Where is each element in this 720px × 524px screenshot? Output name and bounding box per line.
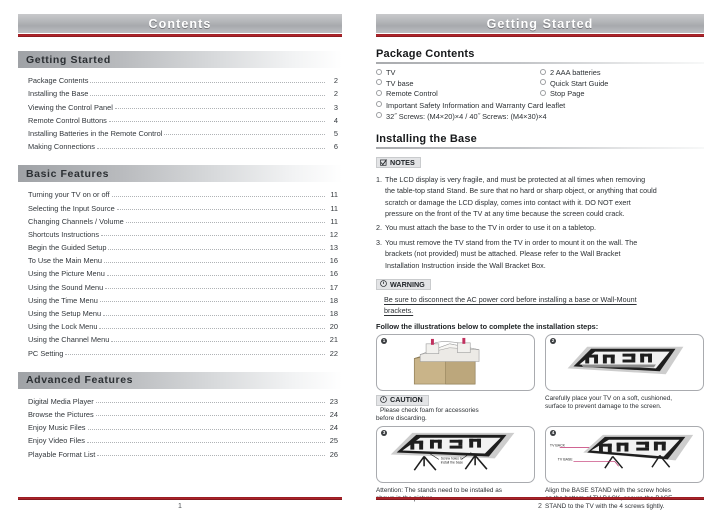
toc-dot-leader bbox=[103, 315, 325, 316]
package-item-label: TV bbox=[386, 68, 396, 77]
tv-back-aligned-with-base-stand-icon bbox=[546, 427, 703, 481]
banner-bar bbox=[18, 14, 342, 33]
step-number-badge: 3 bbox=[382, 429, 386, 435]
toc-entry-page: 16 bbox=[329, 269, 338, 279]
warning-badge bbox=[376, 279, 431, 290]
note-line: pressure on the front of the TV at any time because the screen could crack. bbox=[385, 209, 625, 218]
circle-bullet-icon bbox=[540, 69, 546, 75]
toc-entry[interactable] bbox=[18, 239, 342, 252]
toc-dot-leader bbox=[100, 301, 325, 302]
svg-text:install the base: install the base bbox=[440, 459, 463, 464]
toc-entry[interactable] bbox=[18, 213, 342, 226]
circle-bullet-icon bbox=[540, 90, 546, 96]
toc-entry-page: 12 bbox=[329, 229, 338, 239]
package-item-label: TV base bbox=[386, 78, 414, 88]
package-contents-column-right bbox=[540, 68, 704, 100]
notes-list bbox=[376, 174, 704, 271]
note-number: 3. bbox=[376, 237, 382, 247]
step-illustration-3 bbox=[376, 426, 535, 483]
toc-entry-label: Installing Batteries in the Remote Control bbox=[28, 128, 163, 138]
package-item bbox=[540, 68, 704, 79]
toc-entry-label: Using the Setup Menu bbox=[28, 309, 102, 318]
caption-line: Carefully place your TV on a soft, cushioned, bbox=[545, 394, 673, 402]
caption-line: surface to prevent damage to the screen. bbox=[545, 403, 662, 411]
toc-entry-page: 18 bbox=[329, 295, 338, 305]
note-item bbox=[376, 222, 704, 233]
toc-entry-label: Using the Channel Menu bbox=[28, 335, 110, 345]
toc-entry-label: Turning your TV on or off bbox=[28, 190, 110, 200]
caption-line: Please check foam for accessories bbox=[380, 406, 479, 414]
toc-entry-page: 2 bbox=[333, 76, 338, 86]
left-page-footer bbox=[18, 497, 342, 510]
caution-badge-label: CAUTION bbox=[390, 395, 423, 405]
circle-bullet-icon bbox=[376, 112, 382, 118]
toc-entry[interactable] bbox=[18, 331, 342, 344]
getting-started-banner bbox=[376, 14, 704, 37]
toc-entry[interactable] bbox=[18, 292, 342, 305]
warning-triangle-icon bbox=[380, 280, 387, 288]
toc-entry-label: Using the Lock Menu bbox=[28, 322, 98, 332]
toc-entry-page: 24 bbox=[329, 423, 338, 433]
note-line: scratch or damage the LCD display, comes into contact with it. DO NOT exert bbox=[385, 197, 631, 207]
page-number: 1 bbox=[178, 503, 182, 510]
note-item bbox=[376, 237, 704, 271]
note-line: You must attach the base to the TV in order to use it on a tabletop. bbox=[385, 223, 596, 233]
toc-entry-label: Making Connections bbox=[28, 142, 95, 152]
toc-entry[interactable] bbox=[18, 393, 342, 406]
note-number: 1. bbox=[376, 174, 382, 184]
note-item bbox=[376, 174, 704, 220]
toc-list-1 bbox=[18, 186, 342, 357]
toc-entry-label: To Use the Main Menu bbox=[28, 256, 102, 266]
toc-dot-leader bbox=[90, 82, 325, 83]
toc-dot-leader bbox=[99, 328, 325, 329]
package-item-label: 32˝ Screws: (M4×20)×4 / 40˝ Screws: (M4×30)×4 bbox=[386, 111, 547, 121]
package-item bbox=[376, 100, 704, 111]
step-illustration-4 bbox=[545, 426, 704, 483]
toc-dot-leader bbox=[164, 134, 325, 135]
warning-text bbox=[384, 294, 704, 317]
package-item-label: Stop Page bbox=[550, 89, 585, 99]
toc-section-title: Getting Started bbox=[26, 53, 111, 66]
step-caption-2 bbox=[545, 395, 704, 424]
toc-entry-page: 18 bbox=[329, 309, 338, 318]
toc-entry[interactable] bbox=[18, 305, 342, 318]
note-number: 2. bbox=[376, 223, 382, 233]
package-item-label: 2 AAA batteries bbox=[550, 68, 601, 77]
toc-entry-label: Remote Control Buttons bbox=[28, 115, 107, 125]
toc-entry-label: Changing Channels / Volume bbox=[28, 216, 124, 226]
banner-bar bbox=[376, 14, 704, 33]
toc-dot-leader bbox=[107, 275, 325, 276]
notes-badge bbox=[376, 157, 421, 168]
package-item-label: Remote Control bbox=[386, 89, 438, 99]
toc-dot-leader bbox=[104, 262, 325, 263]
toc-entry-label: Playable Format List bbox=[28, 449, 96, 459]
svg-text:TV BASE: TV BASE bbox=[557, 457, 573, 462]
caution-badge bbox=[376, 395, 429, 406]
note-text bbox=[385, 237, 704, 271]
toc-entry[interactable] bbox=[18, 419, 342, 432]
toc-entry-label: Shortcuts Instructions bbox=[28, 229, 100, 239]
note-text bbox=[385, 222, 704, 233]
right-page-footer bbox=[376, 497, 704, 510]
tv-in-carton-with-foam-icon bbox=[377, 335, 534, 389]
circle-bullet-icon bbox=[540, 79, 546, 85]
toc-entry[interactable] bbox=[18, 278, 342, 291]
notes-badge-label: NOTES bbox=[390, 158, 415, 168]
package-item-label: Important Safety Information and Warranty Card leaflet bbox=[386, 100, 566, 110]
toc-entry-label: Package Contents bbox=[28, 76, 89, 86]
toc-entry-page: 22 bbox=[329, 348, 338, 358]
tv-back-with-stand-legs-icon bbox=[377, 427, 534, 481]
package-item bbox=[376, 111, 704, 122]
toc-entry[interactable] bbox=[18, 318, 342, 331]
toc-entry-page: 21 bbox=[329, 335, 338, 345]
package-item bbox=[376, 68, 540, 79]
toc-entry-page: 20 bbox=[329, 322, 338, 332]
toc-section-title: Basic Features bbox=[26, 167, 110, 180]
toc-entry-page: 23 bbox=[329, 396, 338, 406]
toc-entry-label: Using the Sound Menu bbox=[28, 282, 104, 292]
banner-red-rule bbox=[18, 34, 342, 37]
toc-entry-page: 2 bbox=[333, 89, 338, 99]
toc-section-title: Advanced Features bbox=[26, 374, 134, 387]
toc-entry-label: Using the Time Menu bbox=[28, 295, 98, 305]
toc-section-header-0 bbox=[18, 51, 342, 68]
note-text bbox=[385, 174, 704, 220]
toc-entry-label: Browse the Pictures bbox=[28, 409, 94, 419]
installation-steps-grid bbox=[376, 334, 704, 513]
step-caption-1 bbox=[376, 395, 535, 424]
circle-bullet-icon bbox=[376, 90, 382, 96]
warning-badge-label: WARNING bbox=[390, 279, 425, 289]
toc-entry[interactable] bbox=[18, 406, 342, 419]
caption-line: Align the BASE STAND with the screw holes bbox=[545, 486, 671, 494]
toc-dot-leader bbox=[97, 148, 325, 149]
step-number-badge: 2 bbox=[551, 337, 555, 343]
toc-entry[interactable] bbox=[18, 445, 342, 458]
toc-entry[interactable] bbox=[18, 252, 342, 265]
toc-entry-page: 3 bbox=[333, 102, 338, 112]
toc-entry[interactable] bbox=[18, 98, 342, 111]
toc-entry-page: 26 bbox=[329, 449, 338, 459]
package-contents-list bbox=[376, 68, 704, 100]
toc-entry[interactable] bbox=[18, 226, 342, 239]
installing-the-base-heading: Installing the Base bbox=[376, 132, 477, 145]
banner-red-rule bbox=[376, 34, 704, 37]
circle-bullet-icon bbox=[376, 69, 382, 75]
toc-dot-leader bbox=[108, 249, 325, 250]
toc-entry[interactable] bbox=[18, 265, 342, 278]
toc-dot-leader bbox=[112, 196, 325, 197]
toc-entry[interactable] bbox=[18, 72, 342, 85]
toc-dot-leader bbox=[97, 455, 325, 456]
toc-dot-leader bbox=[117, 209, 325, 210]
toc-entry-label: Using the Picture Menu bbox=[28, 269, 105, 279]
footer-red-rule bbox=[376, 497, 704, 500]
follow-illustrations-text: Follow the illustrations below to complete the installation steps: bbox=[376, 321, 599, 331]
checkbox-check-icon bbox=[380, 159, 387, 167]
toc-entry-page: 4 bbox=[333, 115, 338, 125]
step-illustration-2 bbox=[545, 334, 704, 391]
toc-entry-page: 11 bbox=[330, 190, 338, 200]
banner-title: Contents bbox=[148, 16, 212, 31]
toc-entry[interactable] bbox=[18, 138, 342, 151]
toc-dot-leader bbox=[90, 95, 325, 96]
contents-banner bbox=[18, 14, 342, 37]
caution-triangle-icon bbox=[380, 396, 387, 404]
toc-dot-leader bbox=[126, 222, 325, 223]
toc-dot-leader bbox=[109, 121, 325, 122]
step-number-badge: 1 bbox=[382, 337, 386, 343]
package-contents-heading: Package Contents bbox=[376, 48, 475, 60]
caption-line: before discarding. bbox=[376, 415, 427, 423]
package-item bbox=[540, 89, 704, 100]
package-item bbox=[376, 79, 540, 90]
toc-dot-leader bbox=[105, 288, 325, 289]
toc-entry[interactable] bbox=[18, 199, 342, 212]
toc-entry-label: Viewing the Control Panel bbox=[28, 102, 113, 112]
toc-dot-leader bbox=[65, 354, 325, 355]
toc-entry[interactable] bbox=[18, 125, 342, 138]
toc-entry[interactable] bbox=[18, 344, 342, 357]
toc-entry-label: Begin the Guided Setup bbox=[28, 243, 107, 253]
toc-dot-leader bbox=[115, 108, 325, 109]
step-number-badge: 4 bbox=[551, 429, 555, 435]
warning-line: brackets. bbox=[384, 306, 414, 316]
toc-entry-page: 11 bbox=[330, 203, 338, 213]
svg-text:Screw holes to: Screw holes to bbox=[440, 456, 463, 461]
toc-entry-label: Enjoy Video Files bbox=[28, 436, 85, 446]
caption-line: STAND to the TV with the 4 screws tightly. bbox=[545, 503, 665, 511]
caption-line: Attention: The stands need to be installed as bbox=[376, 486, 503, 494]
toc-entry-label: Digital Media Player bbox=[28, 396, 94, 406]
heading-rule bbox=[376, 62, 704, 64]
heading-rule bbox=[376, 147, 704, 149]
toc-entry[interactable] bbox=[18, 112, 342, 125]
toc-dot-leader bbox=[111, 341, 325, 342]
warning-line: Be sure to disconnect the AC power cord before installing a base or Wall-Mount bbox=[384, 295, 637, 305]
toc-list-0 bbox=[18, 72, 342, 151]
package-item-label: Quick Start Guide bbox=[550, 78, 609, 88]
circle-bullet-icon bbox=[376, 101, 382, 107]
toc-entry[interactable] bbox=[18, 186, 342, 199]
toc-entry-label: Enjoy Music Files bbox=[28, 423, 86, 433]
note-line: Installation Instruction inside the Wall Bracket Box. bbox=[385, 260, 546, 270]
note-line: brackets (not provided) must be attached. Please refer to the Wall Bracket bbox=[385, 249, 621, 259]
toc-dot-leader bbox=[87, 442, 325, 443]
toc-dot-leader bbox=[96, 415, 325, 416]
package-contents-column-left bbox=[376, 68, 540, 100]
toc-entry-page: 25 bbox=[329, 436, 338, 446]
toc-entry-label: Selecting the Input Source bbox=[28, 203, 115, 213]
toc-entry-label: PC Setting bbox=[28, 348, 64, 358]
toc-entry-page: 17 bbox=[329, 282, 338, 292]
svg-text:TV BACK: TV BACK bbox=[549, 443, 565, 448]
toc-entry-page: 5 bbox=[333, 128, 338, 138]
package-item bbox=[540, 79, 704, 90]
circle-bullet-icon bbox=[376, 79, 382, 85]
toc-dot-leader bbox=[101, 235, 325, 236]
toc-entry[interactable] bbox=[18, 432, 342, 445]
step-illustration-1 bbox=[376, 334, 535, 391]
note-line: The LCD display is very fragile, and must be protected at all times when removing bbox=[385, 174, 646, 184]
toc-entry-page: 11 bbox=[330, 216, 338, 226]
toc-entry[interactable] bbox=[18, 85, 342, 98]
toc-entry-label: Installing the Base bbox=[28, 89, 89, 99]
toc-entry-page: 13 bbox=[329, 243, 338, 253]
toc-list-2 bbox=[18, 393, 342, 459]
toc-entry-page: 16 bbox=[329, 256, 338, 266]
toc-section-header-2 bbox=[18, 372, 342, 389]
page-number: 2 bbox=[538, 503, 542, 510]
toc-dot-leader bbox=[96, 402, 325, 403]
banner-title: Getting Started bbox=[486, 16, 594, 31]
tv-face-down-on-cushioned-surface-icon bbox=[546, 335, 703, 389]
right-page bbox=[360, 0, 720, 524]
note-line: You must remove the TV stand from the TV in order to mount it on the wall. The bbox=[385, 237, 638, 247]
toc-dot-leader bbox=[88, 429, 326, 430]
note-line: the table-top stand Stand. Be sure that no hard or sharp object, or anything that could bbox=[385, 186, 657, 196]
toc-entry-page: 24 bbox=[329, 409, 338, 419]
package-item bbox=[376, 89, 540, 100]
toc-entry-page: 6 bbox=[333, 142, 338, 152]
toc-section-header-1 bbox=[18, 165, 342, 182]
footer-red-rule bbox=[18, 497, 342, 500]
